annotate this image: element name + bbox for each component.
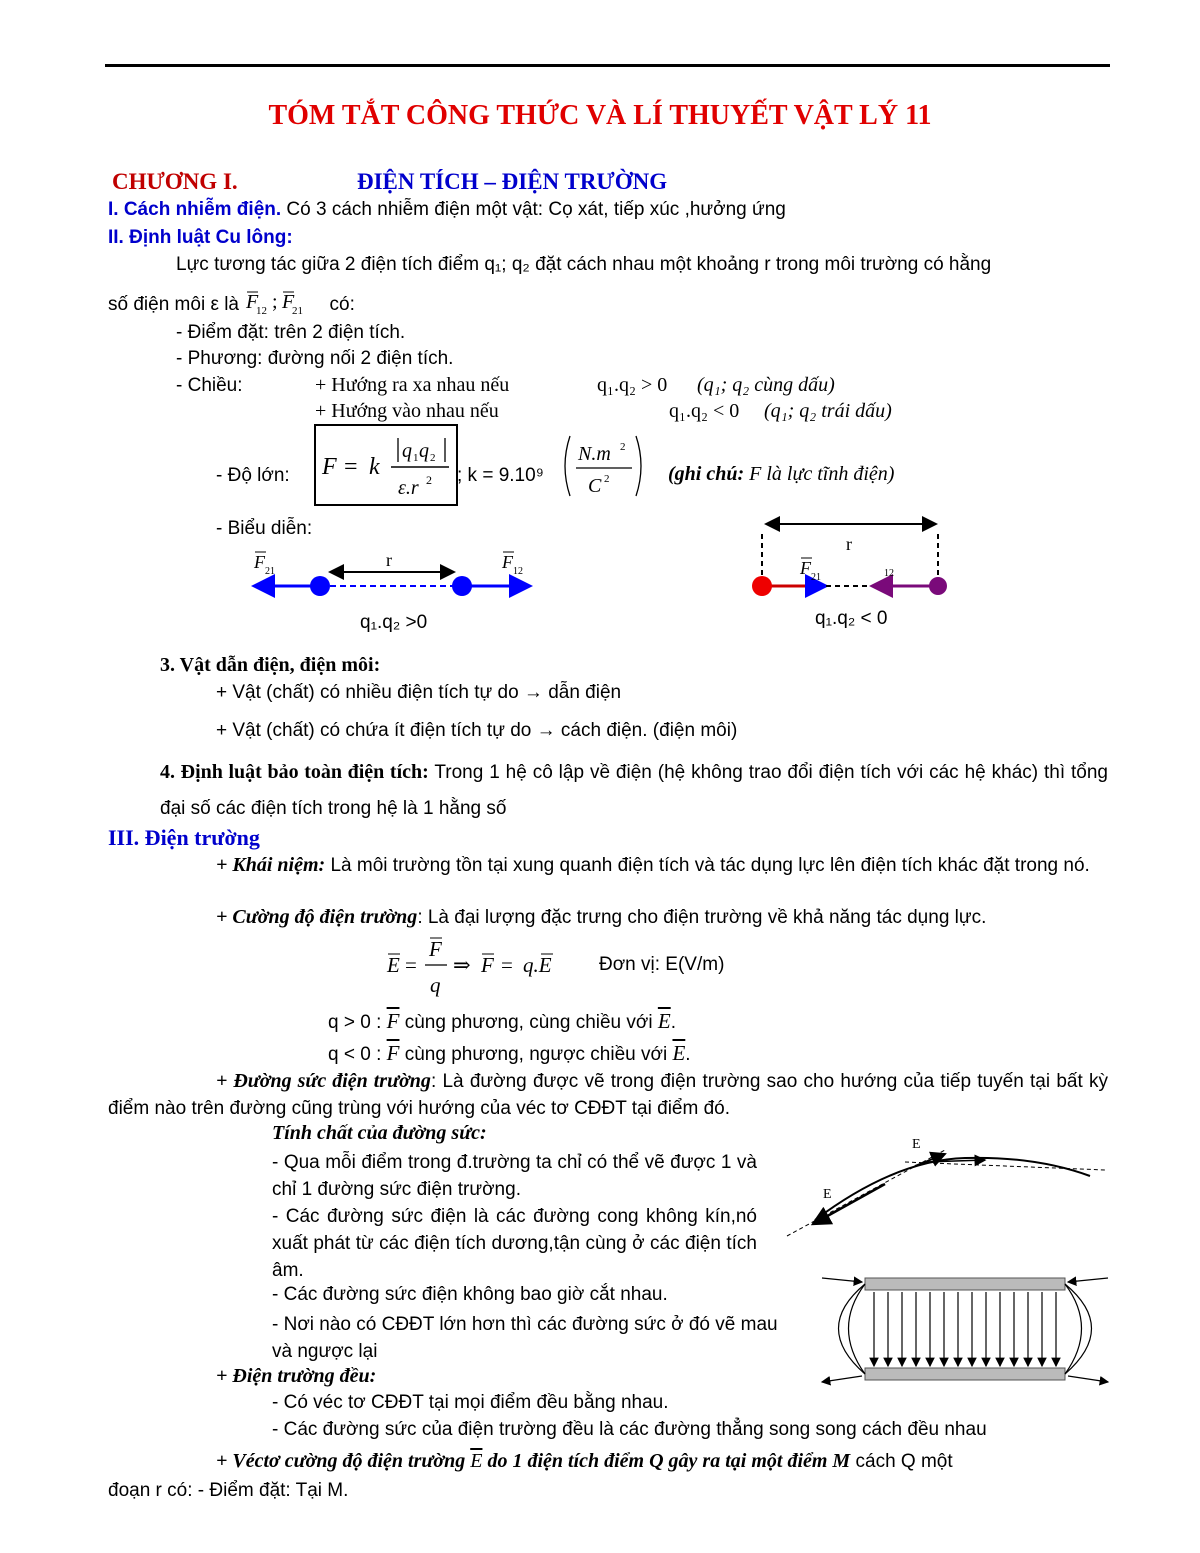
svg-text:21: 21 — [811, 572, 821, 583]
section-5-heading: III. Điện trường — [108, 825, 260, 850]
svg-text:2: 2 — [620, 441, 626, 453]
svg-text:F: F — [246, 291, 259, 313]
svg-text:⇒: ⇒ — [453, 953, 471, 977]
coulomb-intro-line1: Lực tương tác giữa 2 điện tích điểm q₁; q₂ đặt cách nhau một khoảng r trong môi trường có hằng — [176, 254, 992, 275]
intensity-formula — [385, 932, 575, 998]
svg-text:=: = — [344, 454, 358, 480]
coulomb-direction: - Phương: đường nối 2 điện tích. — [176, 348, 454, 369]
charge-q2 — [452, 576, 472, 596]
field-lines — [108, 1068, 1108, 1122]
vector-line-2: đoạn r có: - Điểm đặt: Tại M. — [108, 1480, 349, 1501]
coulomb-k-value: ; k = 9.10⁹ — [457, 465, 544, 486]
section-3-line1: + Vật (chất) có nhiều điện tích tự do → dẫn điện — [216, 682, 622, 703]
page-title: TÓM TẮT CÔNG THỨC VÀ LÍ THUYẾT VẬT LÝ 11 — [268, 100, 932, 131]
field-intensity-text: : Là đại lượng đặc trưng cho điện trường về khả năng tác dụng lực. — [417, 907, 987, 928]
svg-text:F: F — [322, 454, 337, 480]
field-concept-label: + Khái niệm: — [216, 854, 326, 876]
svg-text:21: 21 — [292, 305, 304, 317]
section-1-heading: I. Cách nhiễm điện. — [108, 199, 282, 220]
svg-text:2: 2 — [430, 452, 436, 464]
e-symbol-3: $\overline{E}$ — [470, 1450, 483, 1472]
coulomb-sense-in-cond: q₁.q₂ < 0 — [669, 400, 740, 422]
header-rule — [105, 64, 1110, 67]
force-symbols — [244, 288, 324, 316]
section-4-heading: 4. Định luật bảo toàn điện tích: — [160, 761, 429, 783]
svg-text:F: F — [502, 552, 513, 572]
svg-text:12: 12 — [256, 305, 268, 317]
r-label-left: r — [386, 550, 392, 570]
curved-field-line-figure — [785, 1132, 1115, 1242]
field-concept — [216, 852, 1108, 879]
coulomb-sense-in: + Hướng vào nhau nếu — [315, 400, 499, 422]
vector-pre: + Véctơ cường độ điện trường — [216, 1450, 471, 1472]
svg-text:q: q — [402, 440, 412, 462]
field-lines-text: : Là đường được vẽ trong điện trường sao cho hướng của tiếp tuyến tại bất kỳ điểm nào trên đường cũng trùng với hướng của véc tơ CĐĐT tại điểm đó. — [108, 1071, 1108, 1119]
vector-post: do 1 điện tích điểm Q gây ra tại một điểm M — [482, 1450, 851, 1472]
svg-text:N.m: N.m — [578, 443, 611, 465]
note-rest: F là lực tĩnh điện) — [744, 463, 895, 485]
svg-text:2: 2 — [604, 473, 610, 485]
svg-text:E: E — [387, 953, 400, 977]
r-label-right: r — [846, 534, 852, 554]
svg-text:q: q — [419, 440, 429, 462]
section-3-heading: 3. Vật dẫn điện, điện môi: — [160, 654, 381, 676]
prop-1: - Qua mỗi điểm trong đ.trường ta chỉ có thể vẽ được 1 và chỉ 1 đường sức điện trường. — [272, 1152, 757, 1200]
svg-text:F: F — [800, 558, 811, 578]
svg-text:F: F — [282, 291, 295, 313]
intro-post: có: — [329, 294, 355, 315]
svg-text:=: = — [501, 953, 513, 977]
svg-text:;: ; — [272, 291, 278, 313]
q-positive-line: q > 0 : $\overline{F}$ cùng phương, cùng chiều với $\overline{E}$. — [328, 1009, 676, 1033]
coulomb-sense-out-cond: q₁.q₂ > 0 — [597, 374, 668, 396]
coulomb-sense-label: - Chiều: — [176, 375, 243, 396]
charge-q1-positive — [752, 576, 772, 596]
section-4 — [160, 754, 1108, 827]
prop-3: - Các đường sức điện không bao giờ cắt nhau. — [272, 1284, 668, 1305]
svg-text:2: 2 — [426, 473, 432, 487]
k-unit — [560, 432, 650, 502]
uniform-heading: + Điện trường đều: — [216, 1365, 377, 1387]
svg-text:21: 21 — [265, 566, 275, 577]
chapter-number: CHƯƠNG I. — [112, 169, 238, 194]
diagram-attraction — [740, 510, 960, 610]
charge-q2-negative — [929, 577, 947, 595]
e-symbol-1: $\overline{E}$ — [657, 1009, 671, 1033]
field-intensity-label: + Cường độ điện trường — [216, 906, 418, 928]
coulomb-sense-out: + Hướng ra xa nhau nếu — [315, 374, 510, 396]
q-pos-post: cùng phương, cùng chiều với — [399, 1012, 658, 1033]
uniform-2: - Các đường sức của điện trường đều là các đường thẳng song song cách đều nhau — [272, 1419, 987, 1440]
curve-label-e1: E — [912, 1137, 921, 1152]
uniform-field-figure — [822, 1268, 1112, 1390]
svg-text:F: F — [429, 937, 442, 961]
q-neg-post: cùng phương, ngược chiều với — [399, 1044, 673, 1065]
field-intensity — [216, 906, 986, 929]
chapter-name: ĐIỆN TÍCH – ĐIỆN TRƯỜNG — [357, 169, 668, 194]
section-1 — [108, 199, 786, 221]
f-symbol-2: $\overline{F}$ — [386, 1041, 400, 1065]
svg-text:12: 12 — [884, 568, 894, 579]
props-heading: Tính chất của đường sức: — [272, 1122, 487, 1144]
prop-2: - Các đường sức điện là các đường cong không kín,nó xuất phát từ các điện tích dương,tận cùng ở các điện tích âm. — [272, 1206, 757, 1281]
field-concept-text: Là môi trường tồn tại xung quanh điện tích và tác dụng lực lên điện tích khác đặt trong nó. — [325, 855, 1090, 876]
diagram-repulsion — [240, 540, 540, 610]
note-bold: (ghi chú: — [668, 463, 745, 485]
coulomb-sense-in-note: (q₁; q₂ trái dấu) — [764, 400, 892, 422]
svg-text:q: q — [430, 973, 441, 997]
curve-label-e2: E — [823, 1187, 832, 1202]
svg-text:12: 12 — [513, 566, 523, 577]
field-lines-label: + Đường sức điện trường — [216, 1070, 431, 1092]
svg-text:k: k — [369, 454, 380, 480]
diagram-right-label: q₁.q₂ < 0 — [815, 608, 888, 629]
coulomb-sense-out-note: (q₁; q₂ cùng dấu) — [697, 374, 835, 396]
q-pos-pre: q > 0 : — [328, 1012, 387, 1033]
q-negative-line: q < 0 : $\overline{F}$ cùng phương, ngược chiều với $\overline{E}$. — [328, 1041, 691, 1065]
section-3-line2: + Vật (chất) có chứa ít điện tích tự do → cách điện. (điện môi) — [216, 720, 738, 741]
coulomb-intro-line2 — [108, 288, 355, 316]
svg-text:C: C — [588, 475, 602, 497]
coulomb-point: - Điểm đặt: trên 2 điện tích. — [176, 322, 406, 343]
coulomb-formula — [314, 424, 454, 504]
svg-text:ε.r: ε.r — [398, 477, 419, 499]
svg-text:F: F — [481, 953, 494, 977]
section-1-text: Có 3 cách nhiễm điện một vật: Cọ xát, tiếp xúc ,hưởng ứng — [281, 199, 786, 220]
svg-text:F: F — [254, 552, 265, 572]
intro-pre: số điện môi ε là — [108, 294, 245, 315]
coulomb-note — [668, 463, 894, 486]
diagram-left-label: q₁.q₂ >0 — [360, 612, 428, 633]
e-symbol-2: $\overline{E}$ — [672, 1041, 686, 1065]
uniform-1: - Có véc tơ CĐĐT tại mọi điểm đều bằng nhau. — [272, 1392, 669, 1413]
svg-text:q.E: q.E — [523, 953, 552, 977]
svg-text:=: = — [405, 953, 417, 977]
coulomb-represent: - Biểu diễn: — [216, 518, 313, 539]
q-neg-pre: q < 0 : — [328, 1044, 387, 1065]
svg-text:1: 1 — [413, 452, 419, 464]
vector-line — [216, 1450, 953, 1473]
section-4-text: Trong 1 hệ cô lập về điện (hệ không trao đổi điện tích với các hệ khác) thì tổng đại số các điện tích trong hệ là 1 hằng số — [160, 762, 1108, 819]
coulomb-magnitude-label: - Độ lớn: — [216, 465, 290, 486]
intensity-unit: Đơn vị: E(V/m) — [599, 954, 725, 975]
charge-q1 — [310, 576, 330, 596]
section-2-heading: II. Định luật Cu lông: — [108, 227, 293, 248]
vector-tail: cách Q một — [850, 1451, 953, 1472]
prop-4: - Nơi nào có CĐĐT lớn hơn thì các đường sức ở đó vẽ mau và ngược lại — [272, 1314, 778, 1362]
f-symbol-1: $\overline{F}$ — [386, 1009, 400, 1033]
